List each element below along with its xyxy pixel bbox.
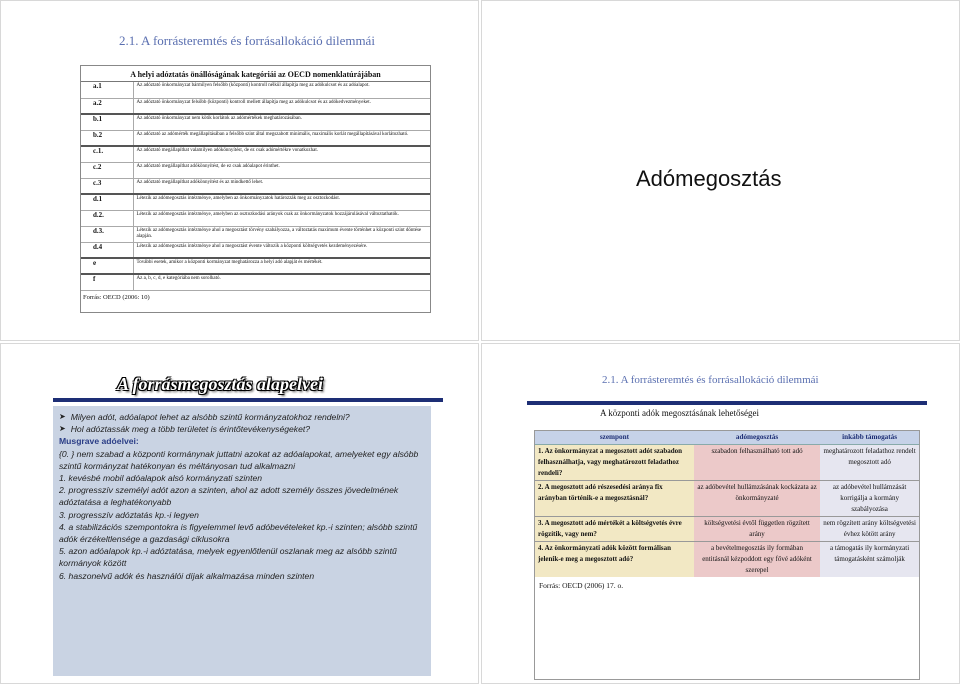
table-row bbox=[81, 210, 430, 226]
criterion-cell: 4. Az önkormányzati adók között formálisan jelenik-e meg a megosztott adó? bbox=[535, 542, 694, 578]
slide-1-title: 2.1. A forrásteremtés és forrásallokáció dilemmái bbox=[119, 33, 375, 48]
table-row bbox=[81, 258, 430, 274]
category-description: További esetek, amikor a központi kormányzat meghatározza a helyi adó alapját és mértékét. bbox=[133, 258, 430, 274]
category-description: Az adóztató önkormányzat bármilyen felsőbb (központi) kontroll nélkül állapítja meg az adókulcsot és az adóalapot. bbox=[133, 82, 430, 98]
table-row bbox=[81, 226, 430, 242]
list-item: 4. a stabilizációs szempontokra is figyelemmel levő adóbevételeket kp.-i szinten; alsóbb szintű adók érzékeltlensége a gazdasági ciklusokra bbox=[59, 521, 418, 545]
slide-4 bbox=[481, 343, 960, 684]
column-header: adómegosztás bbox=[694, 431, 820, 445]
slide-3-body bbox=[53, 406, 431, 676]
criterion-cell: 1. Az önkormányzat a megosztott adót szabadon felhasználhatja, vagy meghatározott feladathoz rendeli? bbox=[535, 445, 694, 481]
table-row bbox=[81, 274, 430, 290]
table-row bbox=[535, 517, 919, 542]
tax-sharing-cell: a bevételmegosztás ily formában entitásnál kézpoddott egy fővé adóként szerepel bbox=[694, 542, 820, 578]
category-code: c.1. bbox=[81, 146, 133, 162]
table-row bbox=[81, 162, 430, 178]
table-row bbox=[81, 130, 430, 146]
category-code: e bbox=[81, 258, 133, 274]
tax-sharing-table bbox=[535, 431, 919, 577]
table-row bbox=[81, 242, 430, 258]
category-code: d.3. bbox=[81, 226, 133, 242]
grant-cell: nem rögzített arány költségvetési évhez kötött arány bbox=[820, 517, 919, 542]
oecd-table-heading: A helyi adóztatás önállóságának kategóriái az OECD nomenklatúrájában bbox=[81, 66, 430, 82]
category-code: c.3 bbox=[81, 178, 133, 194]
table-row bbox=[81, 146, 430, 162]
category-code: a.2 bbox=[81, 98, 133, 114]
column-header: inkább támogatás bbox=[820, 431, 919, 445]
list-item: 5. azon adóalapok kp.-i adóztatása, melyek egyenlőtlenül oszlanak meg az alsóbb szintű kormányok között bbox=[59, 546, 397, 569]
table-row bbox=[81, 98, 430, 114]
category-code: d.1 bbox=[81, 194, 133, 210]
list-item: 2. progresszív személyi adót azon a szinten, ahol az adott személy összes jövedelmének adóztatása a leghatékonyabb bbox=[59, 485, 399, 508]
category-description: Létezik az adómegosztás intézménye ahol a megosztást törvény szabályozza, a változtatás maximum évente történhet a központi szint döntése alapján. bbox=[133, 226, 430, 242]
list-item: ➤ Hol adóztassák meg a több területet is érintőtevékenységeket? bbox=[59, 424, 311, 435]
table-row bbox=[535, 542, 919, 578]
table-row bbox=[535, 481, 919, 517]
criterion-cell: 2. A megosztott adó részesedési aránya fix arányban történik-e a megosztásnál? bbox=[535, 481, 694, 517]
oecd-table-image bbox=[80, 65, 431, 313]
oecd-table bbox=[81, 82, 430, 291]
slide-3 bbox=[0, 343, 479, 684]
slide-4-title: 2.1. A forrásteremtés és forrásallokáció dilemmái bbox=[602, 374, 819, 386]
list-item: ➤ Milyen adót, adóalapot lehet az alsóbb szintű kormányzatokhoz rendelni? bbox=[59, 412, 350, 422]
table-row bbox=[81, 194, 430, 210]
category-code: d.2. bbox=[81, 210, 133, 226]
criterion-cell: 3. A megosztott adó mértékét a költségvetés évre rögzítik, vagy nem? bbox=[535, 517, 694, 542]
category-description: Az adóztató megállapíthat adókönnyítést és az mindkettő lehet. bbox=[133, 178, 430, 194]
table-row bbox=[81, 82, 430, 98]
category-description: Az adóztató megállapíthat adókönnyítést, de ez csak adóalapot érinthet. bbox=[133, 162, 430, 178]
slide-3-title: A forrásmegosztás alapelvei bbox=[117, 374, 323, 394]
arrow-bullet-icon: ➤ bbox=[59, 412, 66, 421]
oecd-table-source: Forrás: OECD (2006: 10) bbox=[83, 293, 150, 301]
category-code: c.2 bbox=[81, 162, 133, 178]
category-description: Létezik az adómegosztás intézménye ahol a megosztást évente változik a központi költségvetés kezdeményezésére. bbox=[133, 242, 430, 258]
slide-1 bbox=[0, 0, 479, 341]
grant-cell: meghatározott feladathoz rendelt megosztott adó bbox=[820, 445, 919, 481]
tax-sharing-table-image bbox=[534, 430, 920, 680]
table-row bbox=[535, 445, 919, 481]
slide-4-subtitle: A központi adók megosztásának lehetőségei bbox=[600, 408, 759, 418]
column-header: szempont bbox=[535, 431, 694, 445]
category-description: Az adóztató az adómérték megállapításában a felsőbb szint által megszabott minimális, maximális korlát megállapításával korlátozható. bbox=[133, 130, 430, 146]
list-item: {0. } nem szabad a központi kormánynak juttatni azokat az adóalapokat, amelyeket egy alsóbb szintű kormányzat hatékonyan és méltányosan tud alkalmazni bbox=[59, 448, 419, 471]
grant-cell: a támogatás ily kormányzati támogatásként számolják bbox=[820, 542, 919, 578]
table-row bbox=[81, 178, 430, 194]
title-rule bbox=[53, 398, 443, 402]
slide-2-title: Adómegosztás bbox=[636, 166, 782, 191]
category-code: b.2 bbox=[81, 130, 133, 146]
table-row bbox=[81, 114, 430, 130]
category-description: Az adóztató önkormányzat nem kötik korlátok az adómértékek meghatározásában. bbox=[133, 114, 430, 130]
arrow-bullet-icon: ➤ bbox=[59, 424, 66, 434]
category-code: d.4 bbox=[81, 242, 133, 258]
list-item: 1. kevésbé mobil adóalapok alsó kormányzati szinten bbox=[59, 473, 263, 484]
category-description: Az adóztató önkormányzat felsőbb (központi) kontroll mellett állapítja meg az adókulcsot és az adókedvezményeket. bbox=[133, 98, 430, 114]
tax-sharing-cell: költségvetési évtől független rögzített arány bbox=[694, 517, 820, 542]
category-description: Létezik az adómegosztás intézménye, amelyben az önkormányzatok határozzák meg az osztozkodást. bbox=[133, 194, 430, 210]
list-item: 3. progresszív adóztatás kp.-i legyen bbox=[59, 509, 199, 520]
musgrave-heading: Musgrave adóelvei: bbox=[59, 436, 139, 447]
grant-cell: az adóbevétel hullámzását korrigálja a kormány szabályozása bbox=[820, 481, 919, 517]
tax-sharing-source: Forrás: OECD (2006) 17. o. bbox=[539, 581, 624, 590]
category-description: Az a, b, c, d, e kategóriába nem sorolható. bbox=[133, 274, 430, 290]
list-item: 6. haszonelvű adók és használói díjak alkalmazása minden szinten bbox=[59, 570, 315, 581]
title-rule bbox=[527, 401, 927, 405]
category-description: Létezik az adómegosztás intézménye, amelyben az osztozkodási arányok csak az önkormányzatok hozzájárulásával változtathatók. bbox=[133, 210, 430, 226]
category-code: f bbox=[81, 274, 133, 290]
tax-sharing-cell: az adóbevétel hullámzásának kockázata az önkormányzaté bbox=[694, 481, 820, 517]
tax-sharing-cell: szabadon felhasználható tott adó bbox=[694, 445, 820, 481]
category-code: a.1 bbox=[81, 82, 133, 98]
slide-2 bbox=[481, 0, 960, 341]
category-description: Az adóztató megállapíthat valamilyen adókönnyítést, de ez csak adómértékre vonatkozhat. bbox=[133, 146, 430, 162]
category-code: b.1 bbox=[81, 114, 133, 130]
